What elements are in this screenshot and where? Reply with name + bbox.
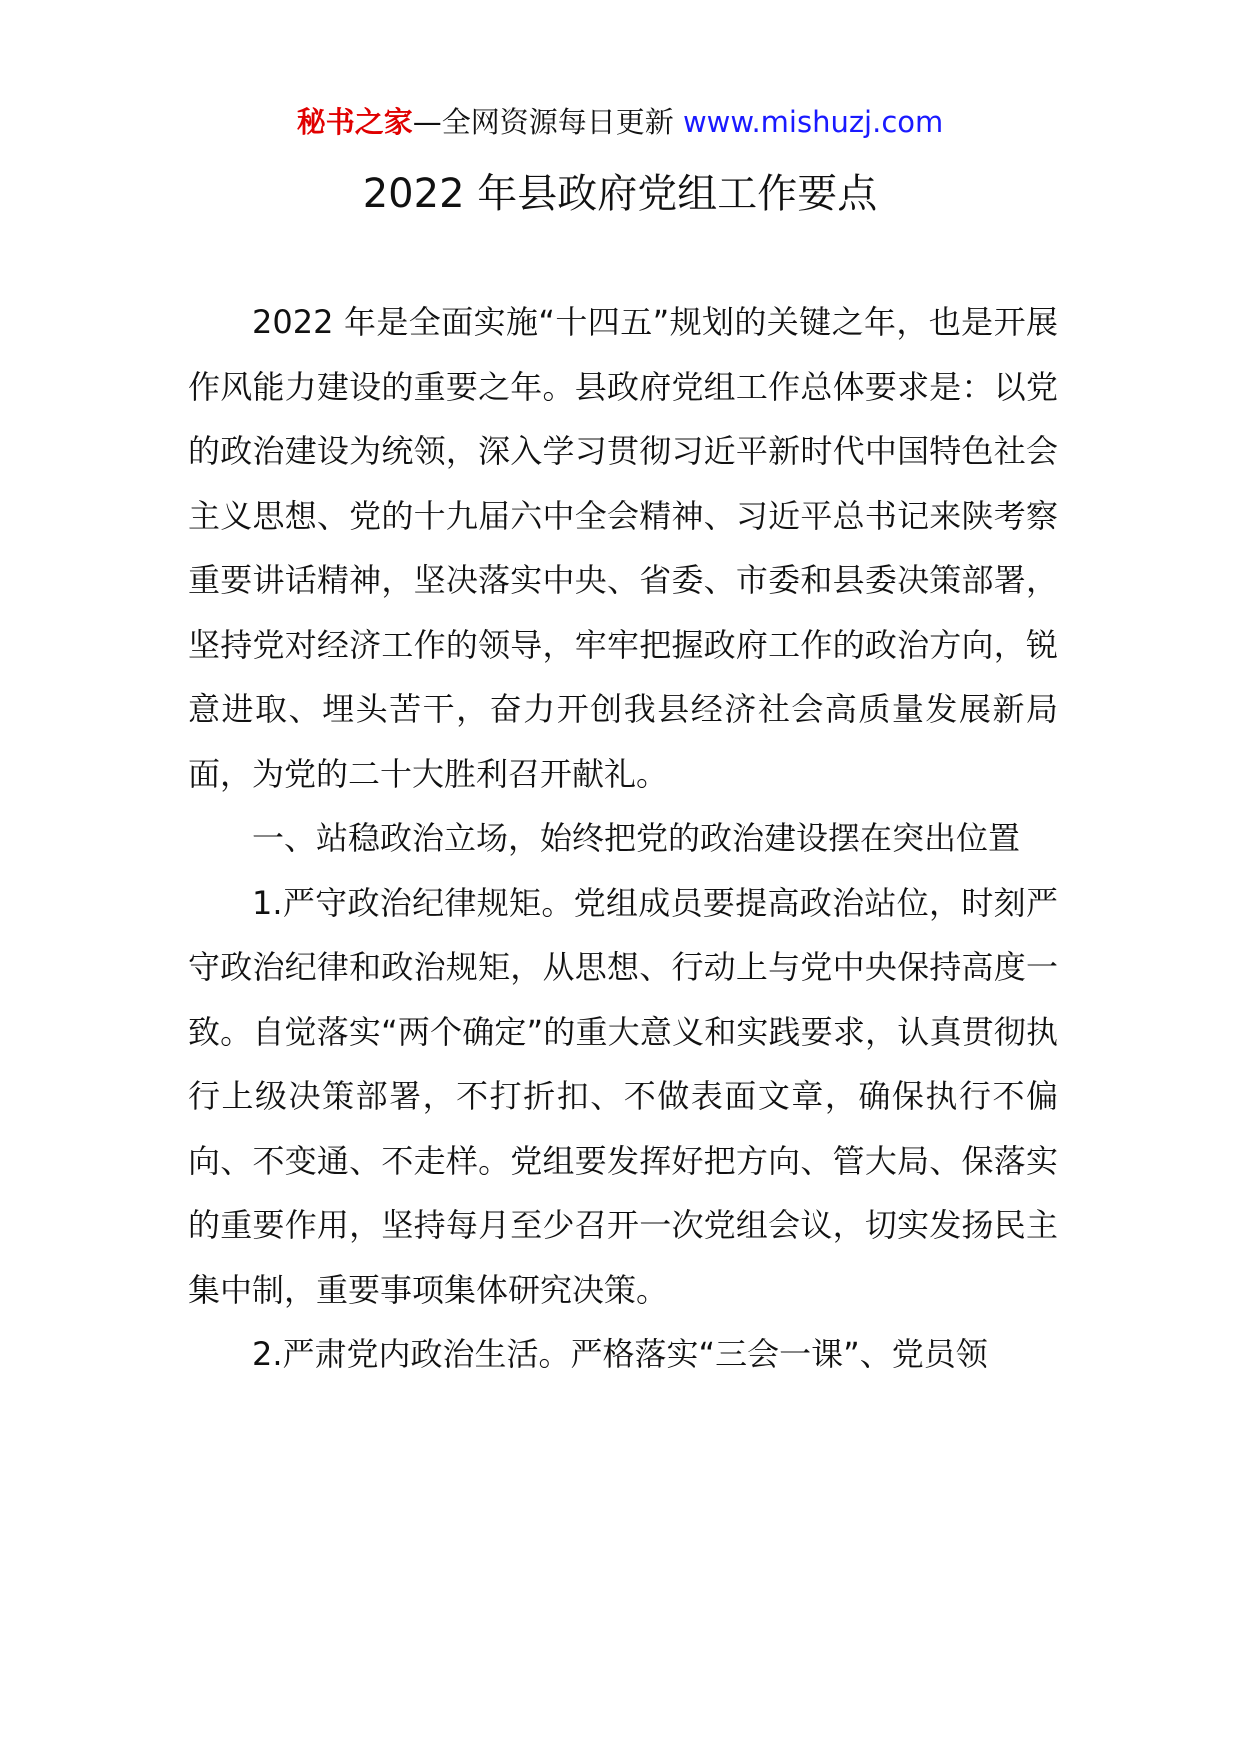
paragraph-intro: 2022 年是全面实施“十四五”规划的关键之年，也是开展作风能力建设的重要之年。县政府党组工作总体要求是：以党的政治建设为统领，深入学习贯彻习近平新时代中国特色社会主义思想、党的十九届六中全会精神、习近平总书记来陕考察重要讲话精神，坚决落实中央、省委、市委和县委决策部署，坚持党对经济工作的领导，牢牢把握政府工作的政治方向，锐意进取、埋头苦干，奋力开创我县经济社会高质量发展新局面，为党的二十大胜利召开献礼。 (188, 303, 1058, 793)
site-url-link[interactable]: www.mishuzj.com (682, 105, 944, 139)
section-heading-1: 一、站稳政治立场，始终把党的政治建设摆在突出位置 (252, 819, 1021, 857)
document-title: 2022 年县政府党组工作要点 (362, 171, 878, 217)
paragraph-item-1: 1.严守政治纪律规矩。党组成员要提高政治站位，时刻严守政治纪律和政治规矩，从思想、行动上与党中央保持高度一致。自觉落实“两个确定”的重大意义和实践要求，认真贯彻执行上级决策部署，不打折扣、不做表面文章，确保执行不偏向、不变通、不走样。党组要发挥好把方向、管大局、保落实的重要作用，坚持每月至少召开一次党组会议，切实发扬民主集中制，重要事项集体研究决策。 (188, 883, 1058, 1309)
site-brand: 秘书之家 (296, 105, 413, 139)
site-header (0, 102, 1240, 142)
paragraph-item-2: 2.严肃党内政治生活。严格落实“三会一课”、党员领 (252, 1335, 988, 1373)
site-tagline: —全网资源每日更新 (412, 105, 683, 139)
document-body (188, 290, 1058, 1387)
